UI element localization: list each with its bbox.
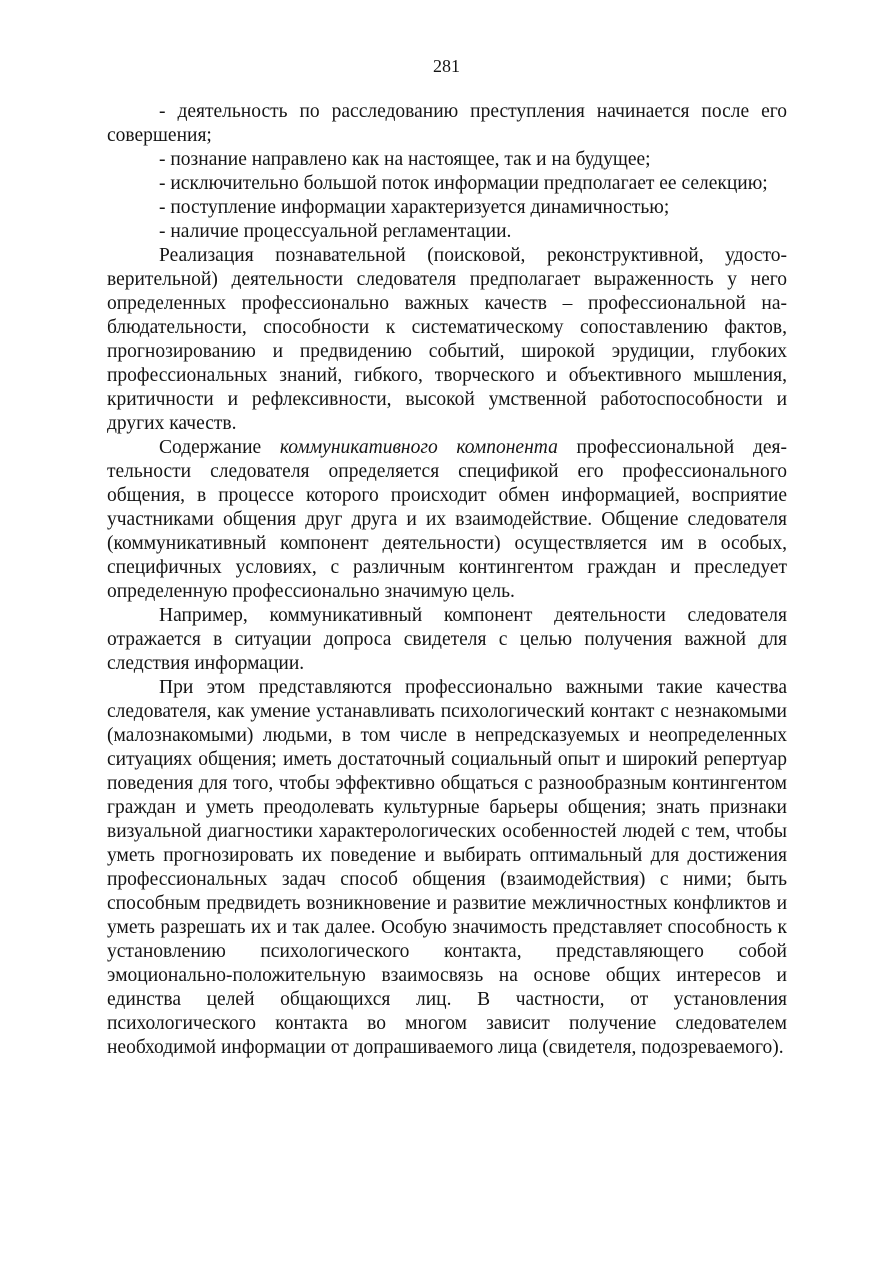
paragraph-4: - поступление информации характеризуется динамичностью; [159,197,670,218]
paragraph-7-rest: профессиональной деятельности следователя определяется спецификой его профессионального общения, в процессе которого происходит обмен информацией, восприятие участниками общения друг друга и их взаимодействие. Общение следователя (коммуникативный компонент деятельности) осуществляется им в особых, специфичных условиях, с различным контингентом граждан и преследует определенную профессионально значимую цель. [107,437,787,602]
paragraph-3: - исключительно большой поток информации предполагает ее селекцию; [159,173,768,194]
paragraph-8: Например, коммуникативный компонент деятельности следователя отражается в ситуации допроса свидетеля с целью получения важной для следствия информации. [107,605,787,674]
paragraph-5: - наличие процессуальной регламентации. [159,221,512,242]
paragraph-7-lead: Содержание [159,437,280,458]
paragraph-6: Реализация познавательной (поисковой, реконструктивной, удостоверительной) деятельности следователя предполагает выраженность у него определенных профессионально важных качеств – профессиональной наблюдательности, способности к систематическому сопоставлению фактов, прогнозированию и предвидению событий, широкой эрудиции, глубоких профессиональных знаний, гибкого, творческого и объективного мышления, критичности и рефлексивности, высокой умственной работоспособности и других качеств. [107,245,787,434]
page-number: 281 [433,56,460,76]
paragraph-7 [107,436,787,604]
paragraph-1: - деятельность по расследованию преступления начинается после его совершения; [107,101,787,146]
paragraph-9: При этом представляются профессионально важными такие качества следователя, как умение устанавливать психологический контакт с незнакомыми (малознакомыми) людьми, в том числе в непредсказуемых и неопределенных ситуациях общения; иметь достаточный социальный опыт и широкий репертуар поведения для того, чтобы эффективно общаться с разнообразным контингентом граждан и уметь преодолевать культурные барьеры общения; знать признаки визуальной диагностики характерологических особенностей людей с тем, чтобы уметь прогнозировать их поведение и выбирать оптимальный для достижения профессиональных задач способ общения (взаимодействия) с ними; быть способным предвидеть возникновение и развитие межличностных конфликтов и уметь разрешать их и так далее. Особую значимость представляет способность к установлению психологического контакта, представляющего собой эмоционально-положительную взаимосвязь на основе общих интересов и единства целей общающихся лиц. В частности, от установления психологического контакта во многом зависит получение следователем необходимой информации от допрашиваемого лица (свидетеля, подозреваемого). [107,677,787,1058]
italic-term: коммуникативного компонента [279,437,558,458]
body-text [107,100,787,1060]
paragraph-2: - познание направлено как на настоящее, так и на будущее; [159,149,651,170]
